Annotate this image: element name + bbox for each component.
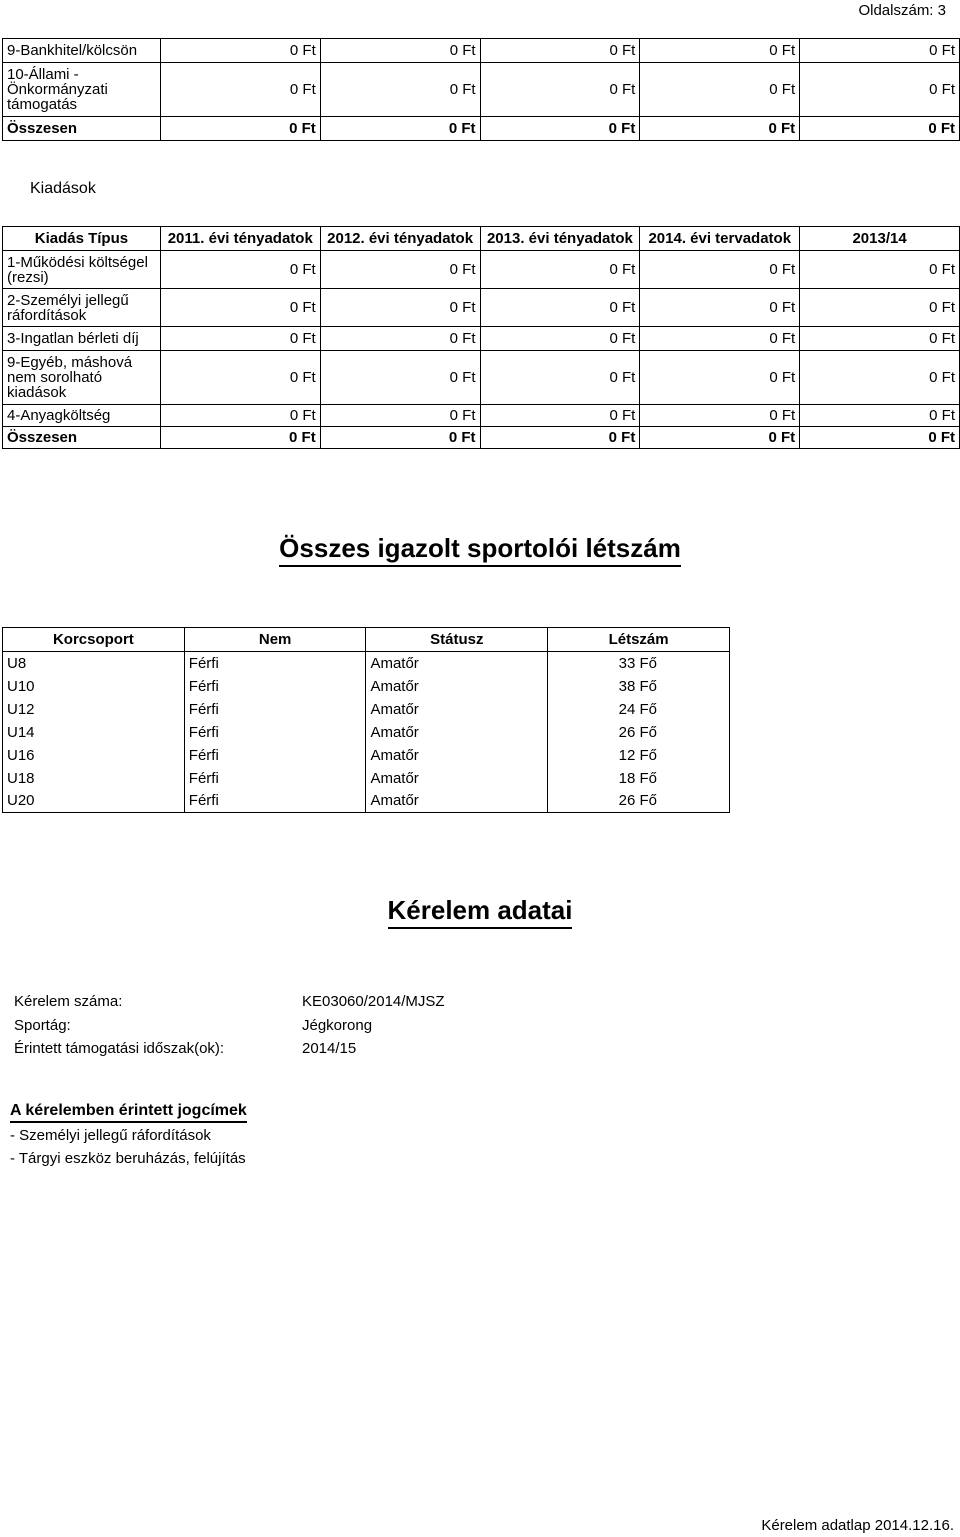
cell-status: Amatőr	[366, 790, 548, 813]
table-row	[3, 721, 730, 744]
cell-value: 0 Ft	[160, 351, 320, 405]
cell-value: 0 Ft	[480, 405, 640, 427]
row-label: 1-Működési költségel (rezsi)	[3, 251, 161, 289]
cell-value: 0 Ft	[160, 427, 320, 449]
request-number-label: Kérelem száma:	[14, 993, 123, 1010]
cell-status: Amatőr	[366, 744, 548, 767]
cell-count: 26 Fő	[548, 721, 730, 744]
column-header: 2012. évi tényadatok	[320, 227, 480, 251]
column-header: Létszám	[548, 628, 730, 652]
table-header-row	[3, 628, 730, 652]
cell-value: 0 Ft	[800, 405, 960, 427]
page-footer: Kérelem adatlap 2014.12.16.	[761, 1517, 954, 1534]
sport-label: Sportág:	[14, 1017, 71, 1034]
cell-value: 0 Ft	[160, 289, 320, 327]
cell-value: 0 Ft	[480, 427, 640, 449]
cell-count: 38 Fő	[548, 675, 730, 698]
cell-status: Amatőr	[366, 698, 548, 721]
cell-value: 0 Ft	[320, 289, 480, 327]
table-row	[3, 63, 960, 117]
row-label: 9-Egyéb, máshová nem sorolható kiadások	[3, 351, 161, 405]
column-header: Nem	[184, 628, 366, 652]
cell-value: 0 Ft	[480, 289, 640, 327]
period-value: 2014/15	[302, 1040, 357, 1057]
cell-count: 18 Fő	[548, 767, 730, 790]
cell-value: 0 Ft	[320, 351, 480, 405]
cell-value: 0 Ft	[800, 251, 960, 289]
cell-value: 0 Ft	[480, 117, 640, 141]
cell-age-group: U12	[3, 698, 185, 721]
table-row	[3, 351, 960, 405]
cell-value: 0 Ft	[640, 63, 800, 117]
cell-gender: Férfi	[184, 721, 366, 744]
table-row	[3, 675, 730, 698]
cell-value: 0 Ft	[160, 405, 320, 427]
athletes-section-title	[0, 533, 960, 564]
cell-count: 26 Fő	[548, 790, 730, 813]
legal-titles-heading: A kérelemben érintett jogcímek	[10, 1102, 247, 1123]
cell-age-group: U10	[3, 675, 185, 698]
cell-value: 0 Ft	[160, 63, 320, 117]
cell-value: 0 Ft	[800, 63, 960, 117]
cell-value: 0 Ft	[320, 327, 480, 351]
page-number: Oldalszám: 3	[858, 2, 946, 19]
table-header-row	[3, 227, 960, 251]
row-label: 9-Bankhitel/kölcsön	[3, 39, 161, 63]
column-header: 2013. évi tényadatok	[480, 227, 640, 251]
cell-value: 0 Ft	[640, 289, 800, 327]
list-item: - Személyi jellegű ráfordítások	[10, 1127, 211, 1144]
cell-gender: Férfi	[184, 767, 366, 790]
row-label: 2-Személyi jellegű ráfordítások	[3, 289, 161, 327]
cell-gender: Férfi	[184, 790, 366, 813]
cell-value: 0 Ft	[320, 427, 480, 449]
cell-value: 0 Ft	[320, 251, 480, 289]
cell-value: 0 Ft	[160, 251, 320, 289]
period-label: Érintett támogatási időszak(ok):	[14, 1040, 225, 1057]
table-row	[3, 289, 960, 327]
row-label: Összesen	[3, 427, 161, 449]
cell-value: 0 Ft	[800, 117, 960, 141]
sport-value: Jégkorong	[302, 1017, 373, 1034]
total-row	[3, 427, 960, 449]
cell-value: 0 Ft	[160, 39, 320, 63]
cell-value: 0 Ft	[320, 117, 480, 141]
cell-status: Amatőr	[366, 767, 548, 790]
cell-value: 0 Ft	[480, 63, 640, 117]
cell-value: 0 Ft	[640, 327, 800, 351]
cell-value: 0 Ft	[320, 39, 480, 63]
cell-value: 0 Ft	[480, 39, 640, 63]
table-row	[3, 652, 730, 675]
cell-value: 0 Ft	[480, 351, 640, 405]
table-row	[3, 327, 960, 351]
request-title-text: Kérelem adatai	[388, 895, 573, 929]
expenses-section-title: Kiadások	[30, 180, 96, 197]
cell-age-group: U18	[3, 767, 185, 790]
column-header: Korcsoport	[3, 628, 185, 652]
income-table	[2, 38, 960, 141]
cell-value: 0 Ft	[320, 63, 480, 117]
cell-value: 0 Ft	[800, 327, 960, 351]
cell-value: 0 Ft	[640, 39, 800, 63]
row-label: 10-Állami - Önkormányzati támogatás	[3, 63, 161, 117]
cell-age-group: U14	[3, 721, 185, 744]
cell-count: 24 Fő	[548, 698, 730, 721]
column-header: 2014. évi tervadatok	[640, 227, 800, 251]
table-row	[3, 790, 730, 813]
cell-value: 0 Ft	[800, 427, 960, 449]
cell-gender: Férfi	[184, 652, 366, 675]
cell-count: 33 Fő	[548, 652, 730, 675]
column-header: 2013/14	[800, 227, 960, 251]
cell-status: Amatőr	[366, 675, 548, 698]
cell-value: 0 Ft	[480, 327, 640, 351]
cell-count: 12 Fő	[548, 744, 730, 767]
request-section-title	[0, 895, 960, 926]
column-header: Kiadás Típus	[3, 227, 161, 251]
cell-gender: Férfi	[184, 675, 366, 698]
cell-value: 0 Ft	[640, 427, 800, 449]
athletes-title-text: Összes igazolt sportolói létszám	[279, 533, 681, 567]
cell-value: 0 Ft	[640, 405, 800, 427]
cell-status: Amatőr	[366, 652, 548, 675]
row-label: 4-Anyagköltség	[3, 405, 161, 427]
cell-status: Amatőr	[366, 721, 548, 744]
row-label: 3-Ingatlan bérleti díj	[3, 327, 161, 351]
cell-age-group: U16	[3, 744, 185, 767]
cell-value: 0 Ft	[640, 351, 800, 405]
list-item: - Tárgyi eszköz beruházás, felújítás	[10, 1150, 246, 1167]
cell-value: 0 Ft	[800, 39, 960, 63]
cell-value: 0 Ft	[160, 117, 320, 141]
cell-gender: Férfi	[184, 744, 366, 767]
column-header: Státusz	[366, 628, 548, 652]
expenses-table	[2, 226, 960, 449]
cell-gender: Férfi	[184, 698, 366, 721]
table-row	[3, 251, 960, 289]
request-number-value: KE03060/2014/MJSZ	[302, 993, 445, 1010]
table-row	[3, 39, 960, 63]
cell-age-group: U8	[3, 652, 185, 675]
cell-value: 0 Ft	[160, 327, 320, 351]
cell-value: 0 Ft	[320, 405, 480, 427]
column-header: 2011. évi tényadatok	[160, 227, 320, 251]
cell-age-group: U20	[3, 790, 185, 813]
cell-value: 0 Ft	[640, 117, 800, 141]
table-row	[3, 744, 730, 767]
total-row	[3, 117, 960, 141]
cell-value: 0 Ft	[800, 351, 960, 405]
table-row	[3, 698, 730, 721]
athletes-table	[2, 627, 730, 813]
table-row	[3, 405, 960, 427]
cell-value: 0 Ft	[640, 251, 800, 289]
cell-value: 0 Ft	[800, 289, 960, 327]
cell-value: 0 Ft	[480, 251, 640, 289]
table-row	[3, 767, 730, 790]
row-label: Összesen	[3, 117, 161, 141]
